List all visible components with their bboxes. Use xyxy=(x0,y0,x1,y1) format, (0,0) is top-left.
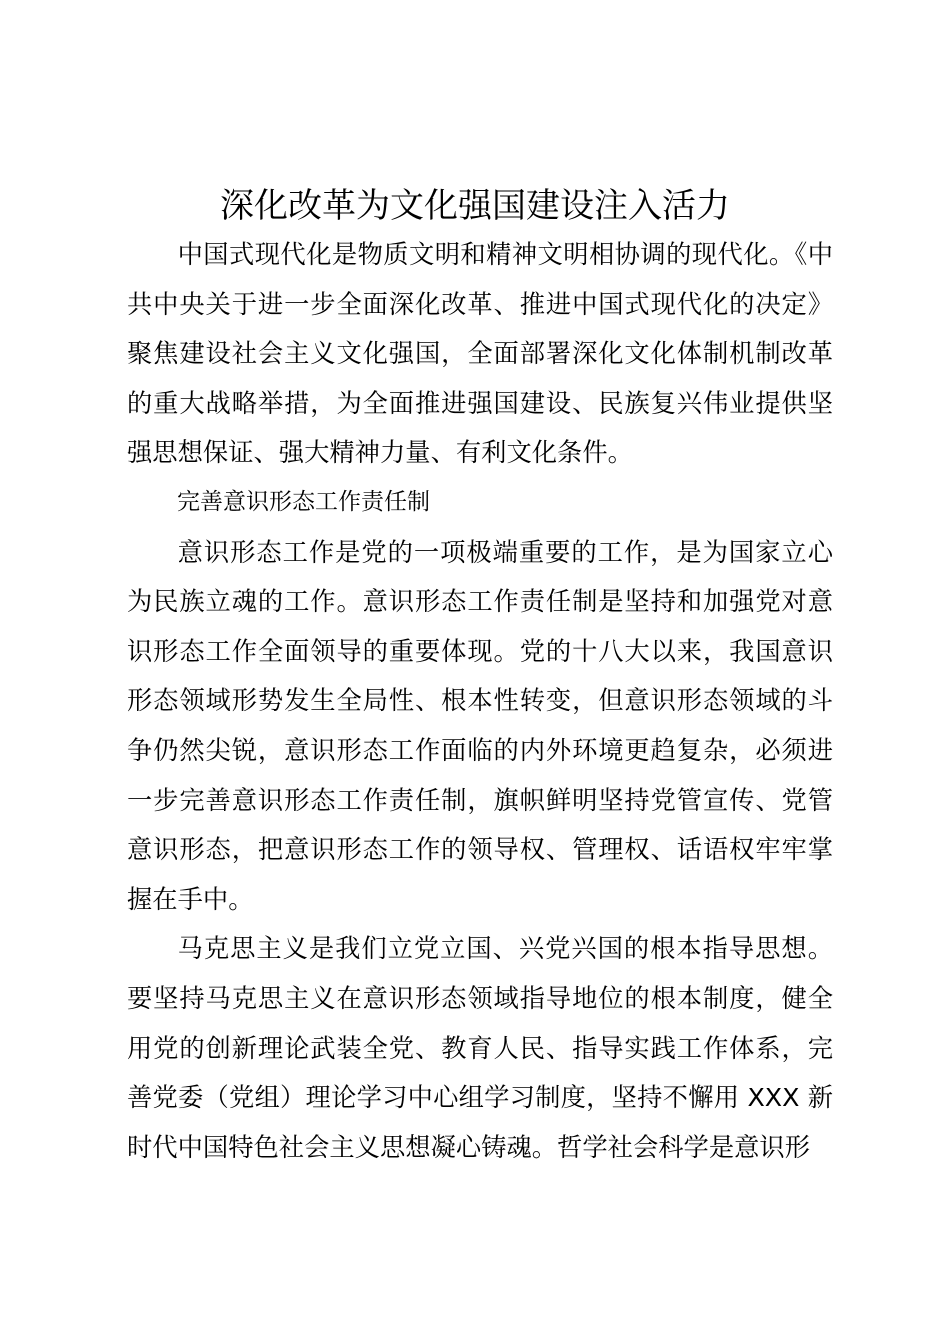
paragraph-intro: 中国式现代化是物质文明和精神文明相协调的现代化。《中共中央关于进一步全面深化改革、推进中国式现代化的决定》聚焦建设社会主义文化强国，全面部署深化文化体制机制改革的重大战略举措，为全面推进强国建设、民族复兴伟业提供坚强思想保证、强大精神力量、有利文化条件。 xyxy=(127,240,833,468)
document-title: 深化改革为文化强国建设注入活力 xyxy=(220,186,730,226)
section-heading: 完善意识形态工作责任制 xyxy=(177,488,430,515)
document-body xyxy=(127,230,833,1172)
paragraph-marxism: 马克思主义是我们立党立国、兴党兴国的根本指导思想。要坚持马克思主义在意识形态领域指导地位的根本制度，健全用党的创新理论武装全党、教育人民、指导实践工作体系，完善党委（党组）理论学习中心组学习制度，坚持不懈用 XXX 新时代中国特色社会主义思想凝心铸魂。哲学社会科学是意识形 xyxy=(127,934,833,1162)
paragraph-ideology-work: 意识形态工作是党的一项极端重要的工作，是为国家立心为民族立魂的工作。意识形态工作责任制是坚持和加强党对意识形态工作全面领导的重要体现。党的十八大以来，我国意识形态领域形势发生全局性、根本性转变，但意识形态领域的斗争仍然尖锐，意识形态工作面临的内外环境更趋复杂，必须进一步完善意识形态工作责任制，旗帜鲜明坚持党管宣传、党管意识形态，把意识形态工作的领导权、管理权、话语权牢牢掌握在手中。 xyxy=(127,537,833,914)
